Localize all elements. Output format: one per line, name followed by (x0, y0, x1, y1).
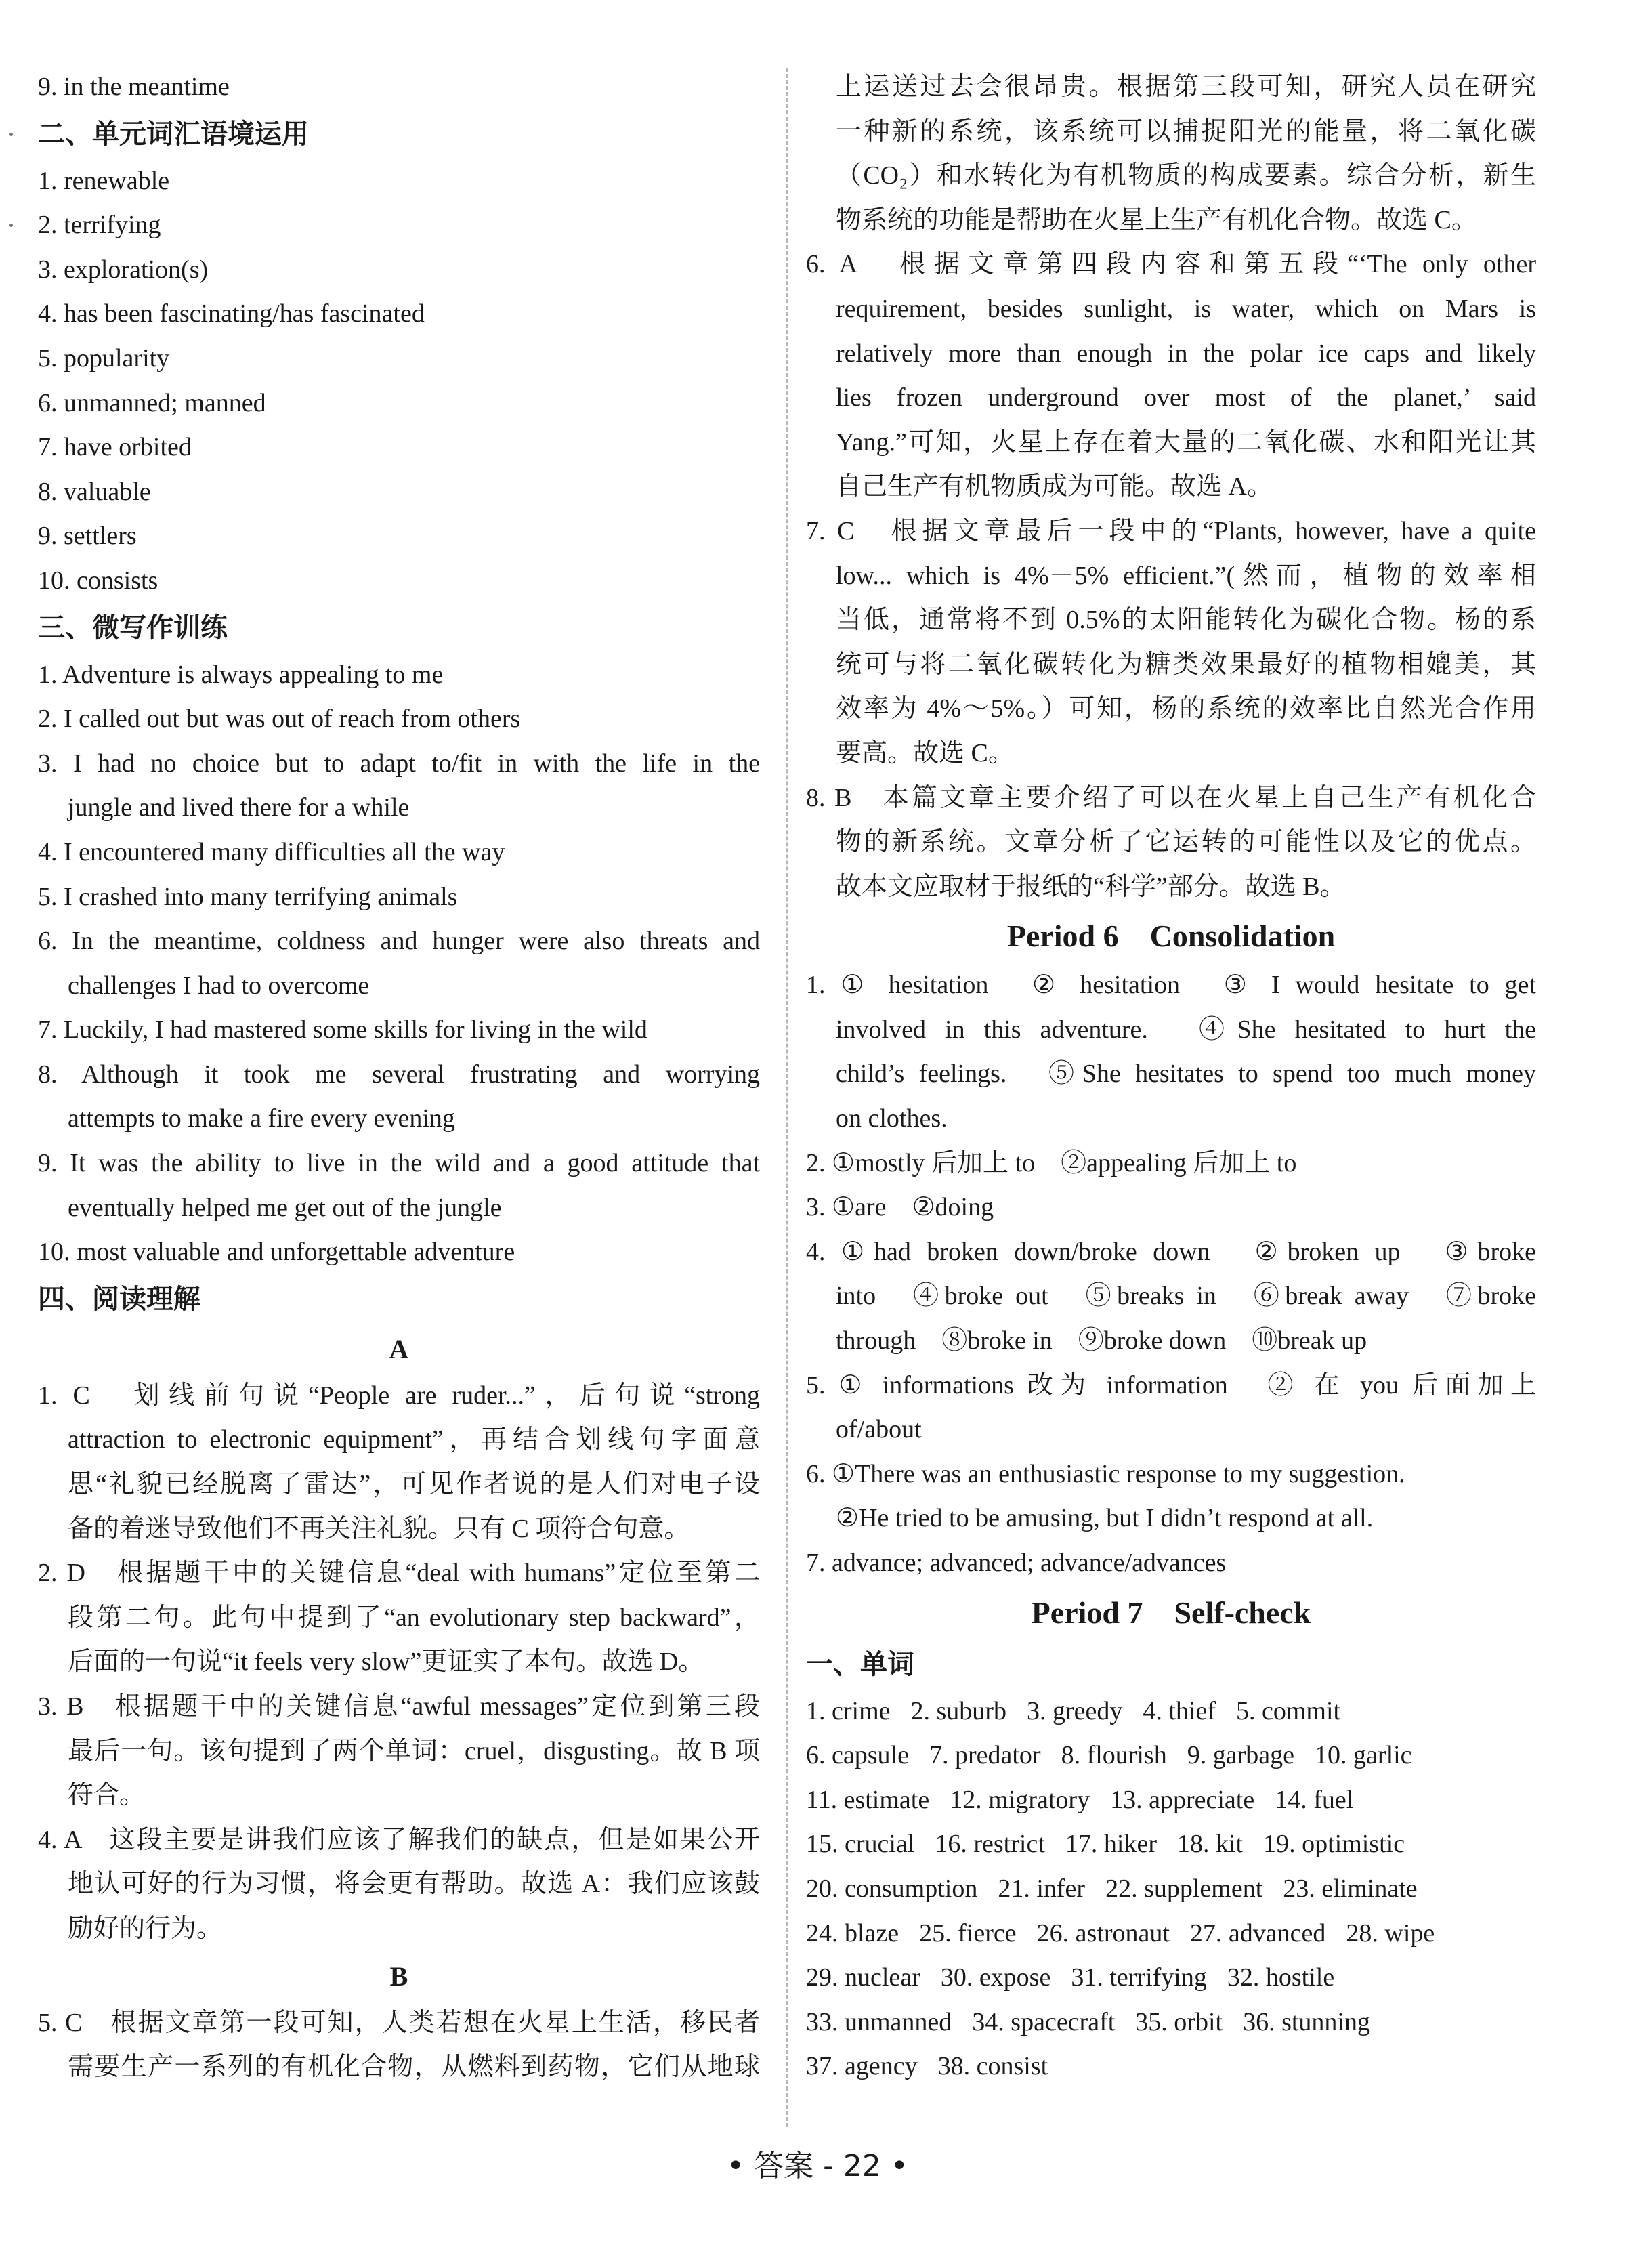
answer-line: 1. ① hesitation ② hesitation ③ I would hesitate to get (806, 971, 1536, 1000)
answer-line: 3. B 根据题干中的关键信息“awful messages”定位到第三段 (38, 1692, 760, 1721)
vocab-word: 28. wipe (1346, 1918, 1435, 1948)
answer-line: 7. advance; advanced; advance/advances (806, 1549, 1227, 1577)
answer-line: 3. I had no choice but to adapt to/fit in with the life in the (38, 749, 760, 778)
left-column (38, 65, 760, 2090)
answer-line-continued: Yang.”可知，火星上存在着大量的二氧化碳、水和阳光让其 (836, 427, 1536, 457)
vocab-word: 12. migratory (950, 1785, 1090, 1814)
vocab-row (806, 1734, 1536, 1778)
answer-line-continued: 备的着迷导致他们不再关注礼貌。只有 C 项符合句意。 (68, 1514, 690, 1543)
vocab-word: 14. fuel (1275, 1785, 1354, 1814)
answer-line: 6. A 根据文章第四段内容和第五段“‘The only other (806, 250, 1536, 279)
answer-line-continued: eventually helped me get out of the jungle (68, 1193, 502, 1222)
page-footer: • 答案 - 22 • (727, 2149, 908, 2183)
answer-line: 2. terrifying (38, 211, 161, 240)
answer-line: 5. ① informations 改为 information ② 在 you 后面加上 (806, 1370, 1536, 1400)
scan-mark (9, 133, 13, 136)
subsection-heading: A (389, 1333, 409, 1364)
vocab-word: 35. orbit (1135, 2007, 1223, 2036)
vocab-word: 9. garbage (1187, 1741, 1295, 1770)
answer-line-continued: 上运送过去会很昂贵。根据第三段可知，研究人员在研究 (836, 72, 1536, 101)
answer-line-continued: into ④broke out ⑤breaks in ⑥break away ⑦broke (836, 1282, 1536, 1311)
vocab-word: 1. crime (806, 1696, 891, 1725)
answer-line-continued: attempts to make a fire every evening (68, 1104, 455, 1133)
vocab-word: 24. blaze (806, 1918, 899, 1948)
answer-line: 10. most valuable and unforgettable adventure (38, 1238, 515, 1267)
answer-line-continued: requirement, besides sunlight, is water, which on Mars is (836, 294, 1536, 323)
answer-line: 5. I crashed into many terrifying animals (38, 882, 458, 911)
answer-line: 5. C 根据文章第一段可知，人类若想在火星上生活，移民者 (38, 2008, 760, 2037)
vocab-word: 13. appreciate (1110, 1785, 1255, 1814)
answer-line-continued: lies frozen underground over most of the planet,’ said (836, 383, 1536, 413)
vocab-word: 5. commit (1236, 1696, 1341, 1725)
answer-line: 2. D 根据题干中的关键信息“deal with humans”定位至第二 (38, 1559, 760, 1588)
vocab-row (806, 2000, 1536, 2045)
answer-line: 4. I encountered many difficulties all the way (38, 837, 505, 866)
vocab-word: 17. hiker (1065, 1830, 1157, 1859)
answer-line-continued: jungle and lived there for a while (68, 793, 410, 822)
answer-line-continued: involved in this adventure. ④She hesitated to hurt the (836, 1015, 1536, 1044)
vocab-word: 31. terrifying (1071, 1963, 1207, 1992)
answer-line-continued: 一种新的系统，该系统可以捕捉阳光的能量，将二氧化碳 (836, 117, 1536, 146)
answer-line-continued: 符合。 (68, 1781, 146, 1810)
vocab-word: 37. agency (806, 2052, 918, 2081)
vocab-word: 11. estimate (806, 1785, 930, 1814)
vocab-row (806, 1822, 1536, 1867)
answer-line: 9. in the meantime (38, 72, 230, 101)
answer-line: 6. unmanned; manned (38, 388, 266, 417)
period-heading: Period 7 Self-check (1031, 1595, 1311, 1630)
answer-line: 1. C 划线前句说“People are ruder...”，后句说“strong (38, 1381, 760, 1410)
answer-line-continued: ②He tried to be amusing, but I didn’t respond at all. (836, 1504, 1374, 1533)
vocab-word: 4. thief (1143, 1696, 1216, 1725)
vocab-word: 18. kit (1176, 1830, 1244, 1859)
answer-line: 7. have orbited (38, 433, 192, 462)
answer-line-continued: 故本文应取材于报纸的“科学”部分。故选 B。 (836, 872, 1346, 901)
vocab-word: 34. spacecraft (972, 2007, 1116, 2036)
answer-line: 4. has been fascinating/has fascinated (38, 299, 425, 329)
answer-line-continued: challenges I had to overcome (68, 971, 370, 1000)
vocab-word: 26. astronaut (1036, 1918, 1170, 1948)
answer-line: 1. Adventure is always appealing to me (38, 660, 444, 689)
vocab-word: 6. capsule (806, 1741, 909, 1770)
period-heading: Period 6 Consolidation (1006, 919, 1336, 954)
answer-line-continued: 物的新系统。文章分析了它运转的可能性以及它的优点。 (836, 828, 1536, 857)
vocab-word: 22. supplement (1105, 1874, 1263, 1903)
vocab-row (806, 1912, 1536, 1956)
answer-line: 8. Although it took me several frustrating and worrying (38, 1059, 760, 1089)
vocab-word: 23. eliminate (1283, 1874, 1418, 1903)
section-heading: 一、单词 (806, 1648, 914, 1680)
vocab-word: 30. expose (940, 1963, 1051, 1992)
answer-line-continued: 段第二句。此句中提到了“an evolutionary step backward”， (68, 1603, 760, 1632)
answer-line: 5. popularity (38, 343, 170, 373)
answer-line: 6. ①There was an enthusiastic response to my suggestion. (806, 1459, 1405, 1488)
answer-line-continued: attraction to electronic equipment”，再结合划线句字面意 (68, 1425, 760, 1454)
vocab-word: 27. advanced (1189, 1918, 1326, 1948)
answer-line-continued: 自己生产有机物质成为可能。故选 A。 (836, 472, 1273, 501)
column-divider (786, 68, 788, 2127)
scan-mark (9, 224, 13, 227)
answer-line-continued: 当低，通常将不到 0.5%的太阳能转化为碳化合物。杨的系 (836, 606, 1536, 635)
vocab-word: 29. nuclear (806, 1963, 920, 1992)
vocab-word: 8. flourish (1061, 1741, 1167, 1770)
answer-line-continued: 需要生产一系列的有机化合物，从燃料到药物，它们从地球 (68, 2053, 760, 2082)
answer-line-continued: child’s feelings. ⑤She hesitates to spend too much money (836, 1059, 1536, 1089)
answer-line-continued: 地认可好的行为习惯，将会更有帮助。故选 A：我们应该鼓 (68, 1870, 760, 1899)
answer-line-continued: 思“礼貌已经脱离了雷达”，可见作者说的是人们对电子设 (68, 1470, 760, 1499)
answer-line: 2. ①mostly 后加上 to ②appealing 后加上 to (806, 1148, 1297, 1177)
answer-line-continued: 励好的行为。 (68, 1914, 223, 1943)
vocab-row (806, 1689, 1536, 1734)
vocab-word: 25. fierce (919, 1918, 1017, 1948)
section-heading: 四、阅读理解 (38, 1283, 200, 1315)
answer-line-continued: through ⑧broke in ⑨broke down ⑩break up (836, 1326, 1367, 1356)
answer-line: 8. B 本篇文章主要介绍了可以在火星上自己生产有机化合 (806, 783, 1536, 812)
answer-line: 2. I called out but was out of reach from others (38, 705, 521, 734)
vocab-word: 36. stunning (1243, 2007, 1370, 2036)
answer-line: 6. In the meantime, coldness and hunger were also threats and (38, 927, 760, 956)
vocab-row (806, 1778, 1536, 1823)
right-column (806, 65, 1536, 2089)
answer-line: 4. A 这段主要是讲我们应该了解我们的缺点，但是如果公开 (38, 1825, 760, 1854)
vocab-word: 33. unmanned (806, 2007, 952, 2036)
answer-line-continued: 物系统的功能是帮助在火星上生产有机化合物。故选 C。 (836, 205, 1477, 234)
answer-line-continued: （CO₂）和水转化为有机物质的构成要素。综合分析，新生 (836, 161, 1536, 190)
vocab-list (806, 1689, 1536, 2089)
answer-line-continued: 统可与将二氧化碳转化为糖类效果最好的植物相媲美，其 (836, 650, 1536, 679)
vocab-word: 38. consist (937, 2052, 1048, 2081)
section-heading: 三、微写作训练 (38, 612, 228, 644)
vocab-row (806, 1867, 1536, 1912)
answer-line-continued: low... which is 4%－5% efficient.”(然而，植物的效率相 (836, 561, 1536, 590)
vocab-word: 21. infer (998, 1874, 1086, 1903)
subsection-heading: B (389, 1960, 408, 1992)
answer-line: 9. It was the ability to live in the wild and a good attitude that (38, 1149, 760, 1178)
vocab-row (806, 2044, 1536, 2089)
vocab-word: 2. suburb (910, 1696, 1006, 1725)
vocab-word: 16. restrict (935, 1830, 1045, 1859)
vocab-word: 3. greedy (1026, 1696, 1123, 1725)
vocab-word: 15. crucial (806, 1830, 915, 1859)
vocab-word: 19. optimistic (1263, 1830, 1405, 1859)
answer-line-continued: on clothes. (836, 1104, 948, 1133)
answer-line: 3. exploration(s) (38, 255, 209, 284)
vocab-row (806, 1956, 1536, 2000)
answer-line-continued: 要高。故选 C。 (836, 738, 1014, 768)
answer-line-continued: 后面的一句说“it feels very slow”更证实了本句。故选 D。 (68, 1647, 704, 1677)
answer-line: 3. ①are ②doing (806, 1193, 994, 1222)
vocab-word: 10. garlic (1315, 1741, 1412, 1770)
vocab-word: 20. consumption (806, 1874, 978, 1903)
answer-line-continued: 效率为 4%～5%。）可知，杨的系统的效率比自然光合作用 (836, 694, 1536, 723)
answer-line-continued: 最后一句。该句提到了两个单词：cruel，disgusting。故 B 项 (68, 1736, 760, 1765)
answer-line: 1. renewable (38, 166, 170, 195)
section-heading: 二、单元词汇语境运用 (38, 118, 309, 150)
answer-line-continued: relatively more than enough in the polar ice caps and likely (836, 339, 1536, 368)
answer-line: 7. C 根据文章最后一段中的“Plants, however, have a quite (806, 516, 1536, 545)
answer-line: 8. valuable (38, 477, 151, 506)
answer-line: 9. settlers (38, 522, 137, 551)
answer-line: 7. Luckily, I had mastered some skills for living in the wild (38, 1015, 647, 1045)
vocab-word: 7. predator (929, 1741, 1041, 1770)
answer-line: 4. ①had broken down/broke down ②broken up ③broke (806, 1237, 1536, 1266)
answer-line: 10. consists (38, 566, 158, 595)
vocab-word: 32. hostile (1227, 1963, 1335, 1992)
answer-line-continued: of/about (836, 1415, 922, 1444)
